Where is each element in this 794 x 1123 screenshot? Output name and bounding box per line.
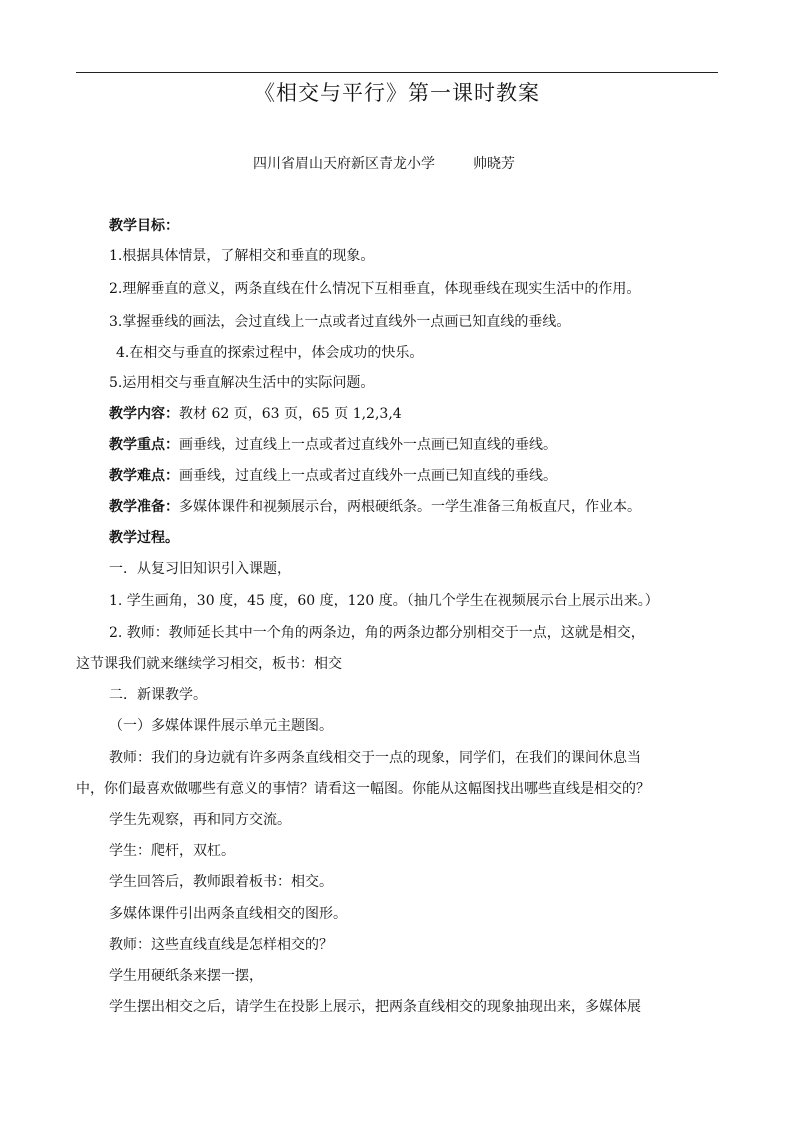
objective-3: 3.掌握垂线的画法，会过直线上一点或者过直线外一点画已知直线的垂线。 xyxy=(109,314,571,330)
step-1: 1. 学生画角，30 度，45 度，60 度，120 度。（抽几个学生在视频展示台上展示出来。） xyxy=(109,593,659,609)
difficulty-text: 画垂线，过直线上一点或者过直线外一点画已知直线的垂线。 xyxy=(179,468,557,484)
section-1-heading: 一．从复习旧知识引入课题， xyxy=(109,561,291,577)
paragraph-1-line-2: 中，你们最喜欢做哪些有意义的事情？请看这一幅图。你能从这幅图找出哪些直线是相交的？ xyxy=(76,781,650,797)
author-name: 帅晓芳 xyxy=(473,156,515,172)
objectives-heading: 教学目标： xyxy=(109,218,179,234)
paragraph-3: 学生：爬杆，双杠。 xyxy=(109,843,235,859)
teaching-preparation xyxy=(109,498,641,516)
prep-label: 教学准备： xyxy=(109,499,179,515)
step-2-line-2: 这节课我们就来继续学习相交，板书：相交 xyxy=(76,656,342,672)
objective-1: 1.根据具体情景，了解相交和垂直的现象。 xyxy=(109,248,375,264)
teaching-difficulty xyxy=(109,467,557,485)
objective-5: 5.运用相交与垂直解决生活中的实际问题。 xyxy=(109,375,375,391)
author-line xyxy=(253,153,515,173)
difficulty-label: 教学难点： xyxy=(109,468,179,484)
paragraph-2: 学生先观察，再和同方交流。 xyxy=(109,812,291,828)
process-heading: 教学过程。 xyxy=(109,530,179,546)
content-text: 教材 62 页，63 页，65 页 1,2,3,4 xyxy=(179,406,402,422)
paragraph-6: 教师：这些直线直线是怎样相交的？ xyxy=(109,937,333,953)
teaching-key-point xyxy=(109,436,557,454)
teaching-content xyxy=(109,405,402,423)
paragraph-7: 学生用硬纸条来摆一摆， xyxy=(109,968,263,984)
paragraph-4: 学生回答后，教师跟着板书：相交。 xyxy=(109,874,333,890)
paragraph-5: 多媒体课件引出两条直线相交的图形。 xyxy=(109,906,347,922)
header-rule xyxy=(76,72,718,73)
key-text: 画垂线，过直线上一点或者过直线外一点画已知直线的垂线。 xyxy=(179,437,557,453)
objective-2: 2.理解垂直的意义，两条直线在什么情况下互相垂直，体现垂线在现实生活中的作用。 xyxy=(109,281,641,297)
objective-4: 4.在相交与垂直的探索过程中，体会成功的快乐。 xyxy=(116,345,424,361)
paragraph-8: 学生摆出相交之后，请学生在投影上展示，把两条直线相交的现象抽现出来，多媒体展 xyxy=(109,999,641,1015)
paragraph-1-line-1: 教师：我们的身边就有许多两条直线相交于一点的现象，同学们，在我们的课间休息当 xyxy=(109,750,641,766)
step-2-line-1: 2. 教师：教师延长其中一个角的两条边，角的两条边都分别相交于一点，这就是相交， xyxy=(109,625,645,641)
school-name: 四川省眉山天府新区青龙小学 xyxy=(253,156,435,172)
subsection-1: （一）多媒体课件展示单元主题图。 xyxy=(109,718,333,734)
document-title: 《相交与平行》第一课时教案 xyxy=(254,81,540,105)
section-2-heading: 二．新课教学。 xyxy=(109,687,207,703)
content-label: 教学内容： xyxy=(109,406,179,422)
key-label: 教学重点： xyxy=(109,437,179,453)
prep-text: 多媒体课件和视频展示台，两根硬纸条。一学生准备三角板直尺，作业本。 xyxy=(179,499,641,515)
